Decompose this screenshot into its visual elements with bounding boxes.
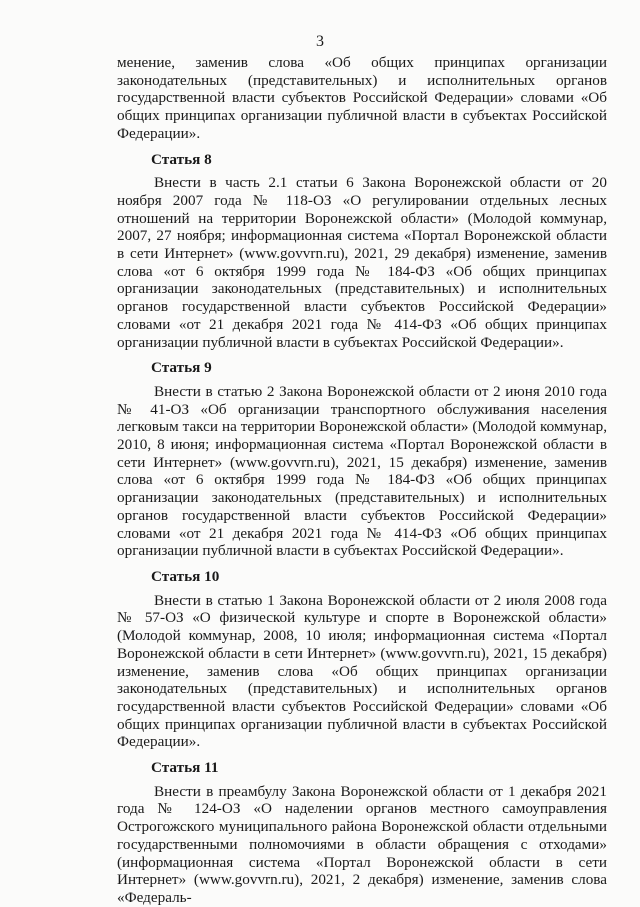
article-9-heading: Статья 9: [151, 359, 212, 377]
article-9-text: Внести в статью 2 Закона Воронежской области от 2 июня 2010 года № 41-ОЗ «Об организации транспортного обслуживания населения легковым такси на территории Воронежской области» (Молодой коммунар, 2010, 8 июня; информационная система «Портал Воронежской области в сети Интернет» (www.govvrn.ru), 2021, 15 декабря) изменение, заменив слова «от 6 октября 1999 года № 184-ФЗ «Об общих принципах организации законодательных (представительных) и исполнительных органов государственной власти субъектов Российской Федерации» словами «от 21 декабря 2021 года № 414-ФЗ «Об общих принципах организации публичной власти в субъектах Российской Федерации».: [117, 382, 607, 560]
article-11-text: Внести в преамбулу Закона Воронежской области от 1 декабря 2021 года № 124-ОЗ «О наделении органов местного самоуправления Острогожского муниципального района Воронежской области отдельными государственными полномочиями в области обращения с отходами» (информационная система «Портал Воронежской области в сети Интернет» (www.govvrn.ru), 2021, 2 декабря) изменение, заменив слова «Федераль-: [117, 782, 607, 906]
article-10-heading: Статья 10: [151, 567, 220, 585]
intro-paragraph: менение, заменив слова «Об общих принципах организации законодательных (представительных) и исполнительных органов государственной власти субъектов Российской Федерации» словами «Об общих принципах организации публичной власти в субъектах Российской Федерации».: [117, 54, 607, 142]
page-number: 3: [316, 33, 324, 50]
article-11-heading: Статья 11: [151, 759, 219, 777]
article-10-text: Внести в статью 1 Закона Воронежской области от 2 июля 2008 года № 57-ОЗ «О физической культуре и спорте в Воронежской области» (Молодой коммунар, 2008, 10 июля; информационная система «Портал Воронежской области в сети Интернет» (www.govvrn.ru), 2021, 15 декабря) изменение, заменив слова «Об общих принципах организации законодательных (представительных) и исполнительных органов государственной власти субъектов Российской Федерации» словами «Об общих принципах организации публичной власти в субъектах Российской Федерации».: [117, 591, 607, 751]
article-8-heading: Статья 8: [151, 150, 212, 168]
document-body: [117, 54, 607, 907]
article-8-text: Внести в часть 2.1 статьи 6 Закона Воронежской области от 20 ноября 2007 года № 118-ОЗ «О регулировании отдельных лесных отношений на территории Воронежской области» (Молодой коммунар, 2007, 27 ноября; информационная система «Портал Воронежской области в сети Интернет» (www.govvrn.ru), 2021, 29 декабря) изменение, заменив слова «от 6 октября 1999 года № 184-ФЗ «Об общих принципах организации законодательных (представительных) и исполнительных органов государственной власти субъектов Российской Федерации» словами «от 21 декабря 2021 года № 414-ФЗ «Об общих принципах организации публичной власти в субъектах Российской Федерации».: [117, 174, 607, 351]
